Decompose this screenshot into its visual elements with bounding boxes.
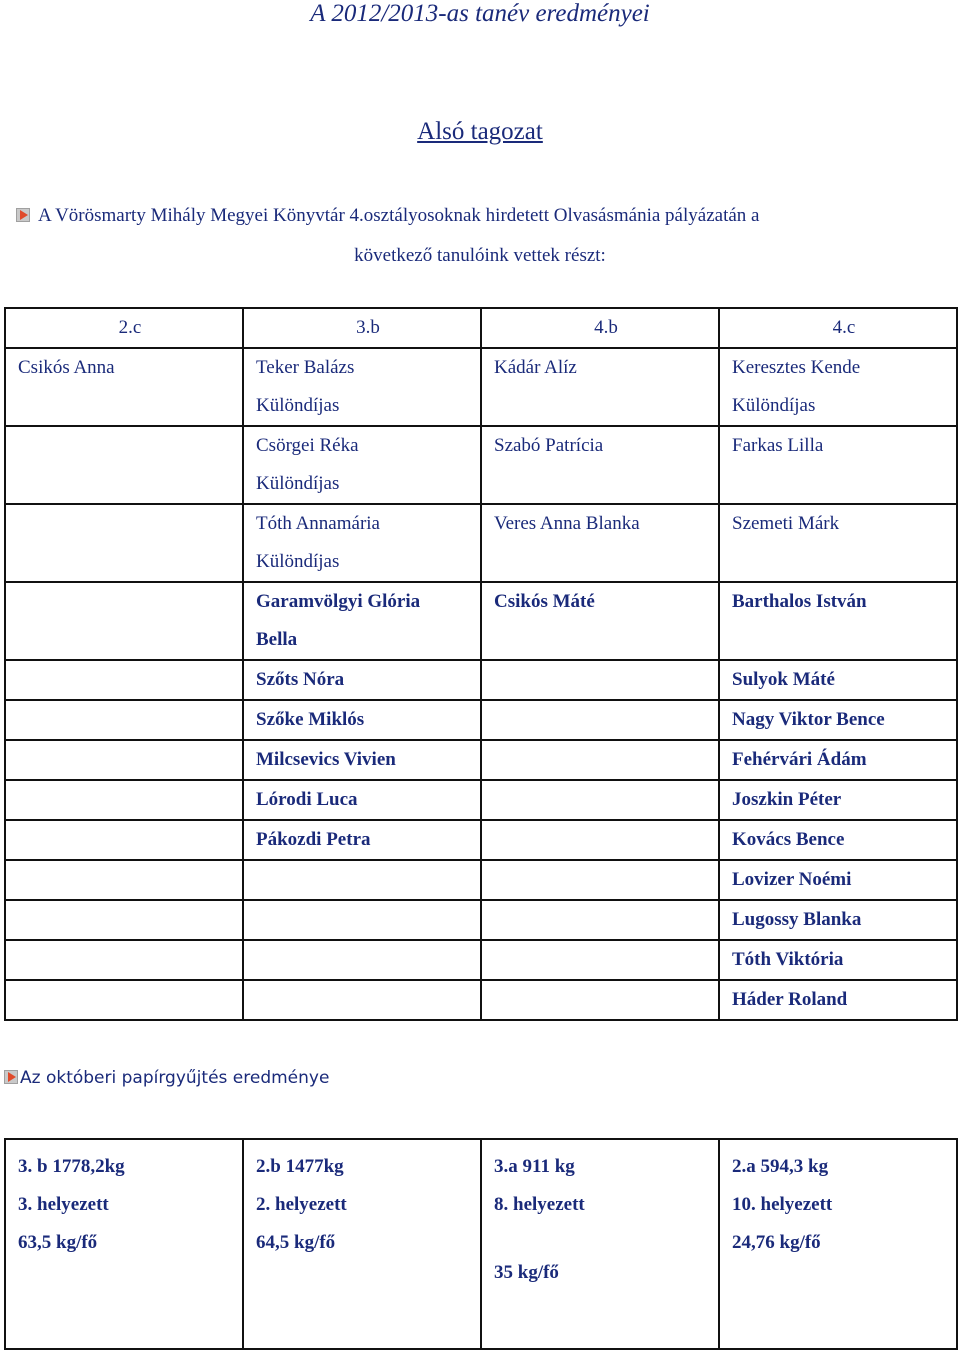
name-cell: [719, 426, 957, 504]
table-row: [5, 700, 957, 740]
name-cell: [481, 582, 719, 660]
cell-line: [494, 661, 718, 699]
paper-cell: [481, 1139, 719, 1349]
name-cell: [5, 980, 243, 1020]
cell-line: Tóth Viktória: [732, 949, 844, 970]
paper-cell: [5, 1139, 243, 1349]
cell-line: [494, 821, 718, 859]
name-cell: [719, 940, 957, 980]
table-row: [5, 582, 957, 660]
cell-line: Lugossy Blanka: [732, 909, 862, 930]
cell-line: [256, 941, 480, 979]
cell-line: [18, 387, 242, 425]
name-cell: [481, 348, 719, 426]
cell-line: [494, 781, 718, 819]
cell-line: [18, 505, 242, 543]
cell-line: [18, 543, 242, 581]
name-cell: [5, 700, 243, 740]
name-cell: [243, 700, 481, 740]
cell-line: [18, 741, 242, 779]
name-cell: [719, 980, 957, 1020]
name-cell: [481, 820, 719, 860]
name-cell: [243, 740, 481, 780]
intro-line-1: A Vörösmarty Mihály Megyei Könyvtár 4.osztályosoknak hirdetett Olvasásmánia pályázatán a: [38, 205, 760, 226]
cell-line: [494, 861, 718, 899]
cell-line: Különdíjas: [256, 473, 340, 494]
paper-line: 3. helyezett: [18, 1194, 109, 1215]
name-cell: [243, 820, 481, 860]
cell-line: [256, 861, 480, 899]
bullet-arrow-icon: [4, 1070, 18, 1084]
name-cell: [481, 940, 719, 980]
cell-line: Háder Roland: [732, 989, 848, 1010]
cell-line: Tóth Annamária: [256, 513, 380, 534]
name-cell: [719, 780, 957, 820]
table-row: [5, 860, 957, 900]
cell-line: Bella: [256, 629, 298, 650]
name-cell: [719, 660, 957, 700]
name-cell: [5, 820, 243, 860]
name-cell: [5, 582, 243, 660]
name-cell: [5, 900, 243, 940]
cell-line: [18, 661, 242, 699]
cell-line: Különdíjas: [732, 395, 816, 416]
name-cell: [481, 740, 719, 780]
cell-line: Lórodi Luca: [256, 789, 358, 810]
cell-line: Sulyok Máté: [732, 669, 835, 690]
name-cell: [243, 860, 481, 900]
cell-line: [732, 465, 956, 503]
cell-line: [18, 621, 242, 659]
paper-line: 2.a 594,3 kg: [732, 1156, 829, 1177]
name-cell: [481, 700, 719, 740]
section-title: Alsó tagozat: [417, 118, 543, 145]
name-cell: [5, 426, 243, 504]
cell-line: [18, 781, 242, 819]
paper-line: [494, 1224, 718, 1254]
name-cell: [5, 740, 243, 780]
intro-paragraph: [40, 196, 950, 276]
name-cell: [481, 860, 719, 900]
cell-line: Veres Anna Blanka: [494, 513, 640, 534]
name-cell: [5, 940, 243, 980]
name-cell: [5, 780, 243, 820]
table-row: [5, 900, 957, 940]
bullet-arrow-icon: [16, 208, 30, 222]
cell-line: [18, 465, 242, 503]
cell-line: Kovács Bence: [732, 829, 845, 850]
cell-line: Szőke Miklós: [256, 709, 365, 730]
cell-line: Teker Balázs: [256, 357, 355, 378]
cell-line: [18, 861, 242, 899]
name-cell: [719, 900, 957, 940]
paper-line: 10. helyezett: [732, 1194, 833, 1215]
header-row: [5, 308, 957, 348]
name-cell: [719, 860, 957, 900]
cell-line: Különdíjas: [256, 551, 340, 572]
paper-line: 2. helyezett: [256, 1194, 347, 1215]
cell-line: Különdíjas: [256, 395, 340, 416]
cell-line: [18, 981, 242, 1019]
cell-line: Nagy Viktor Bence: [732, 709, 885, 730]
name-cell: [5, 348, 243, 426]
name-cell: [719, 348, 957, 426]
cell-line: Szabó Patrícia: [494, 435, 604, 456]
name-cell: [719, 700, 957, 740]
cell-line: [732, 543, 956, 581]
paper-heading-text: Az októberi papírgyűjtés eredménye: [20, 1068, 330, 1088]
name-cell: [719, 740, 957, 780]
name-cell: [5, 504, 243, 582]
cell-line: Barthalos István: [732, 591, 867, 612]
name-cell: [719, 504, 957, 582]
cell-line: Szemeti Márk: [732, 513, 840, 534]
cell-line: Milcsevics Vivien: [256, 749, 396, 770]
cell-line: Fehérvári Ádám: [732, 749, 867, 770]
intro-line-2: következő tanulóink vettek részt:: [354, 245, 606, 266]
cell-line: Joszkin Péter: [732, 789, 842, 810]
paper-line: 64,5 kg/fő: [256, 1232, 336, 1253]
cell-line: Szőts Nóra: [256, 669, 345, 690]
cell-line: [494, 387, 718, 425]
cell-line: [494, 465, 718, 503]
table-row: [5, 660, 957, 700]
name-cell: [719, 820, 957, 860]
cell-line: [18, 941, 242, 979]
cell-line: Csikós Máté: [494, 591, 595, 612]
paper-line: 3.a 911 kg: [494, 1156, 575, 1177]
paper-line: 3. b 1778,2kg: [18, 1156, 125, 1177]
cell-line: [494, 701, 718, 739]
cell-line: [494, 621, 718, 659]
class-header: 4.c: [719, 308, 957, 348]
paper-line: 35 kg/fő: [494, 1262, 559, 1283]
cell-line: [18, 901, 242, 939]
class-header: 3.b: [243, 308, 481, 348]
name-cell: [243, 780, 481, 820]
paper-cell: [243, 1139, 481, 1349]
paper-line: 24,76 kg/fő: [732, 1232, 821, 1253]
cell-line: [732, 621, 956, 659]
cell-line: [494, 901, 718, 939]
name-cell: [481, 780, 719, 820]
name-cell: [481, 504, 719, 582]
table-row: [5, 740, 957, 780]
cell-line: Farkas Lilla: [732, 435, 824, 456]
table-row: [5, 504, 957, 582]
results-table: [4, 307, 958, 1021]
paper-line: 63,5 kg/fő: [18, 1232, 98, 1253]
table-row: [5, 940, 957, 980]
cell-line: Lovizer Noémi: [732, 869, 852, 890]
cell-line: [256, 981, 480, 1019]
table-row: [5, 980, 957, 1020]
class-header: 2.c: [5, 308, 243, 348]
table-row: [5, 780, 957, 820]
name-cell: [243, 348, 481, 426]
paper-results-table: [4, 1138, 958, 1350]
name-cell: [481, 900, 719, 940]
table-row: [5, 426, 957, 504]
cell-line: [494, 981, 718, 1019]
cell-line: [18, 583, 242, 621]
cell-line: [494, 543, 718, 581]
name-cell: [243, 660, 481, 700]
cell-line: [18, 427, 242, 465]
name-cell: [243, 940, 481, 980]
paper-line: 8. helyezett: [494, 1194, 585, 1215]
table-row: [5, 820, 957, 860]
name-cell: [243, 504, 481, 582]
paper-row: [5, 1139, 957, 1349]
cell-line: Pákozdi Petra: [256, 829, 371, 850]
paper-heading: [4, 1068, 329, 1088]
name-cell: [243, 582, 481, 660]
name-cell: [481, 660, 719, 700]
cell-line: [494, 741, 718, 779]
class-header: 4.b: [481, 308, 719, 348]
page-title: A 2012/2013-as tanév eredményei: [310, 0, 650, 27]
table-row: [5, 348, 957, 426]
paper-cell: [719, 1139, 957, 1349]
cell-line: Garamvölgyi Glória: [256, 591, 421, 612]
cell-line: [494, 941, 718, 979]
name-cell: [481, 426, 719, 504]
cell-line: Csikós Anna: [18, 357, 115, 378]
name-cell: [243, 426, 481, 504]
name-cell: [719, 582, 957, 660]
cell-line: Kádár Alíz: [494, 357, 577, 378]
cell-line: [18, 701, 242, 739]
name-cell: [243, 900, 481, 940]
name-cell: [5, 860, 243, 900]
name-cell: [481, 980, 719, 1020]
cell-line: Csörgei Réka: [256, 435, 359, 456]
name-cell: [243, 980, 481, 1020]
cell-line: [18, 821, 242, 859]
paper-line: 2.b 1477kg: [256, 1156, 344, 1177]
cell-line: [256, 901, 480, 939]
cell-line: Keresztes Kende: [732, 357, 861, 378]
name-cell: [5, 660, 243, 700]
